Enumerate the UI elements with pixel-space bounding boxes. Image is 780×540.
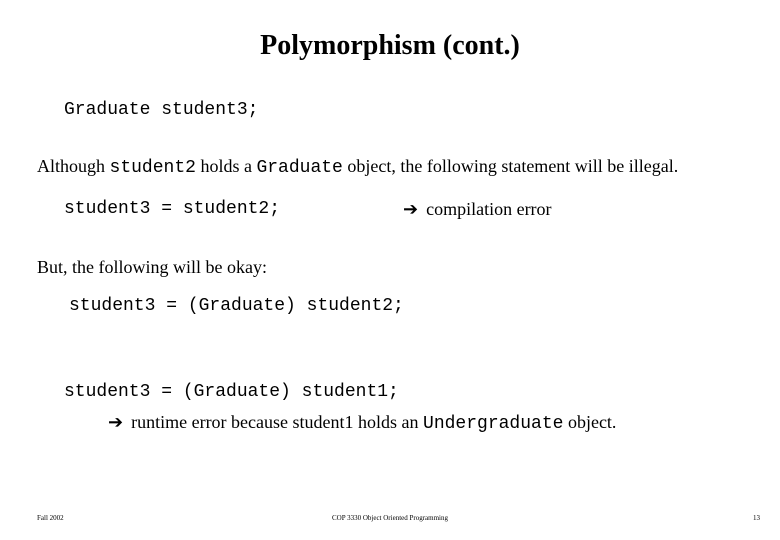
paragraph-okay: But, the following will be okay:	[37, 257, 267, 277]
code-illegal-assignment: student3 = student2;	[64, 199, 281, 219]
footer-page-number: 13	[753, 514, 760, 522]
runtime-error-text: object.	[563, 412, 617, 432]
code-declaration: Graduate student3;	[64, 100, 259, 120]
paragraph-illegal	[37, 156, 678, 178]
slide-title: Polymorphism (cont.)	[260, 30, 520, 61]
inline-code-graduate: Graduate	[256, 158, 343, 178]
code-cast-student2: student3 = (Graduate) student2;	[69, 296, 404, 316]
code-cast-student1: student3 = (Graduate) student1;	[64, 382, 399, 402]
footer-date: Fall 2002	[37, 514, 64, 522]
arrow-right-icon: ➔	[403, 199, 419, 219]
inline-code-student2: student2	[109, 158, 196, 178]
runtime-error-note	[108, 412, 616, 434]
footer-course: COP 3330 Object Oriented Programming	[331, 514, 448, 522]
compilation-error-note	[403, 199, 552, 220]
paragraph-text: holds a	[195, 156, 257, 176]
inline-code-undergraduate: Undergraduate	[423, 414, 564, 434]
compilation-error-text: compilation error	[426, 199, 552, 219]
paragraph-text: Although	[37, 156, 110, 176]
paragraph-text: object, the following statement will be illegal.	[342, 156, 679, 176]
arrow-right-icon: ➔	[108, 412, 124, 432]
runtime-error-text: runtime error because student1 holds an	[131, 412, 424, 432]
